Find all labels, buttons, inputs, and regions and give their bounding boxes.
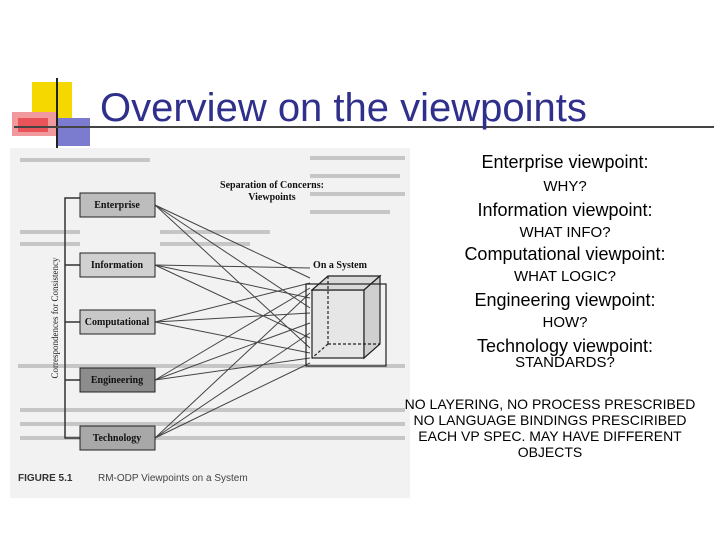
note-line: OBJECTS [517,444,583,460]
viewpoint-question-enterprise: WHY? [543,178,587,195]
caption-text: RM-ODP Viewpoints on a System [98,473,248,484]
deco-blue-square [58,118,90,146]
viewpoint-question-computational: WHAT LOGIC? [514,268,616,285]
system-cube [306,276,386,366]
figure-heading-line2: Viewpoints [248,192,296,203]
slide-title: Overview on the viewpoints [100,86,587,130]
deco-vertical-line [56,78,58,156]
viewpoints-diagram [10,148,410,498]
viewpoint-question-engineering: HOW? [542,314,588,331]
note-line: NO LANGUAGE BINDINGS PRESCIRIBED [413,412,687,428]
viewpoint-question-information: WHAT INFO? [519,224,611,241]
note-line: NO LAYERING, NO PROCESS PRESCRIBED [404,396,696,412]
note-line: EACH VP SPEC. MAY HAVE DIFFERENT [418,428,682,444]
viewpoint-name-enterprise: Enterprise viewpoint: [481,152,649,172]
system-label: On a System [313,260,367,271]
side-label: Correspondences for Consistency [50,257,60,379]
viewpoint-name-technology: Technology viewpoint: [476,336,654,356]
viewpoint-name-information: Information viewpoint: [477,200,653,220]
viewpoint-question-technology: STANDARDS? [515,354,615,371]
viewpoint-name-engineering: Engineering viewpoint: [474,290,656,310]
box-label-information: Information [90,260,144,271]
figure-image [10,148,410,498]
figure-heading-line1: Separation of Concerns: [220,180,324,191]
deco-red-square-inner [18,118,48,132]
caption-number: FIGURE 5.1 [18,473,73,484]
box-label-computational: Computational [84,317,150,328]
notes-block [398,396,702,460]
viewpoint-name-computational: Computational viewpoint: [464,244,666,264]
box-label-technology: Technology [92,433,142,444]
box-label-engineering: Engineering [90,375,144,386]
box-label-enterprise: Enterprise [94,200,140,211]
